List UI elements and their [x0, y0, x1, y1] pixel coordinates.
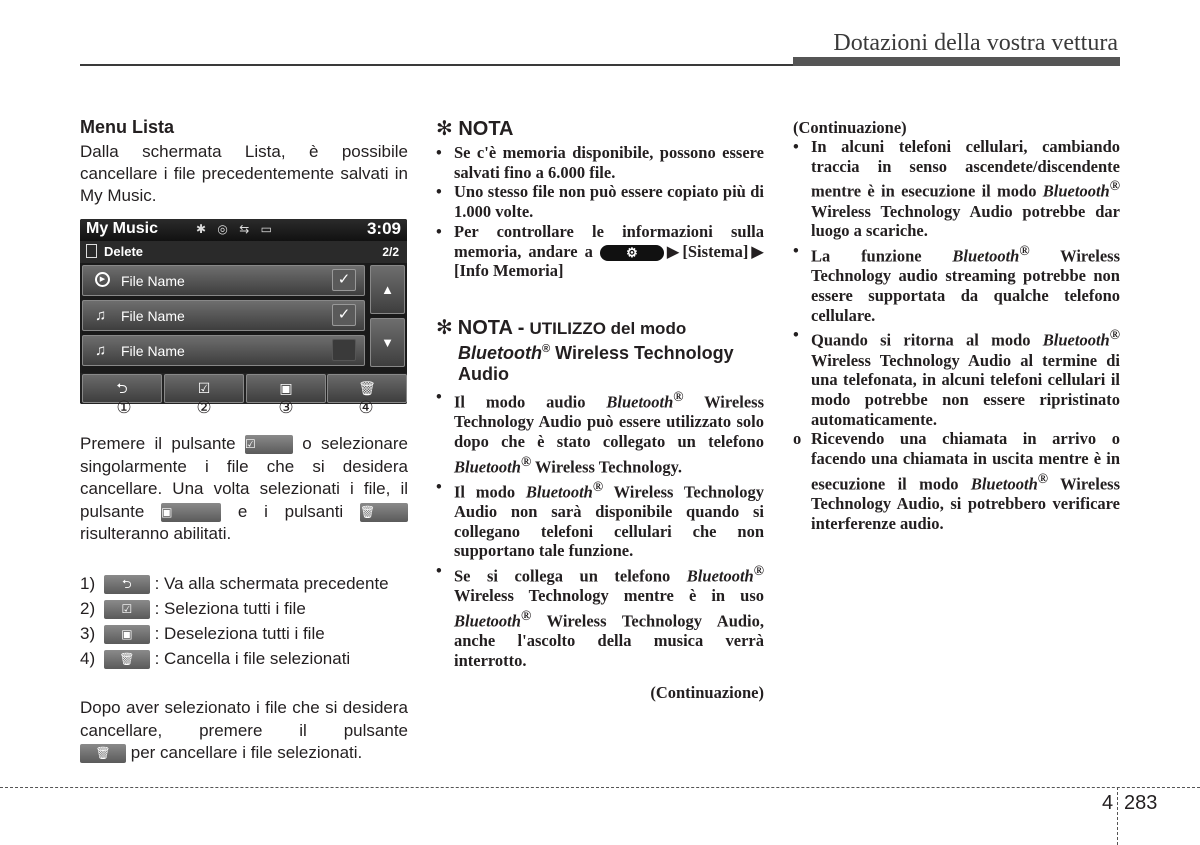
note-item [793, 137, 1120, 241]
bluetooth-term: Bluetooth [606, 392, 674, 412]
left-column-intro [80, 116, 408, 207]
bluetooth-term: Bluetooth [1042, 181, 1110, 201]
note-item [793, 429, 1120, 533]
bullet-mark: • [436, 143, 442, 162]
note-item [793, 325, 1120, 429]
text-fragment: Premere il pulsante [80, 434, 236, 453]
file-name: File Name [121, 273, 185, 289]
text-fragment: risulteranno abilitati. [80, 524, 232, 543]
back-button-image: ⮌ [104, 575, 150, 594]
legend-number: 3) [80, 624, 96, 643]
section-number: 4 [1102, 792, 1114, 814]
note-item [793, 241, 1120, 325]
legend-item-2 [80, 598, 410, 620]
text-fragment: pulsante [80, 501, 145, 521]
select-all-button-image: ☑ [104, 600, 150, 619]
file-name: File Name [121, 343, 185, 359]
file-row[interactable] [82, 300, 365, 331]
delete-instructions [80, 697, 408, 765]
select-all-button-image: ☑ [245, 435, 293, 454]
footer-divider [1117, 787, 1118, 845]
note-text: Wireless Technology Audio, anche l'ascolto della musica verrà interrotto. [454, 611, 765, 670]
bullet-mark: • [436, 182, 442, 202]
note-title: NOTA [458, 118, 514, 140]
legend-item-1 [80, 573, 410, 595]
legend-text: : Va alla schermata precedente [154, 574, 389, 593]
registered-mark: ® [592, 478, 604, 494]
select-all-button[interactable]: ☑ [164, 374, 244, 403]
legend-item-4 [80, 648, 410, 670]
note-title: NOTA - [457, 317, 525, 339]
section-heading-menu-lista: Menu Lista [80, 117, 175, 137]
bluetooth-usb-icons: ✱ ◎ ⇆ ▭ [196, 222, 276, 236]
note-text: Wireless Technology Audio può essere utilizzato solo dopo che è stato collegato un telefono [454, 392, 764, 451]
note-text: Se si collega un telefono [454, 566, 671, 586]
note-text: [Info Memoria] [454, 261, 564, 281]
note-text: Se c'è memoria disponibile, possono essere salvati fino a 6.000 file. [454, 143, 764, 182]
bluetooth-term: Bluetooth [970, 474, 1038, 494]
bluetooth-term: Bluetooth [454, 611, 521, 631]
note-text: Quando si ritorna al modo [811, 330, 1031, 350]
bluetooth-term: Bluetooth [1042, 330, 1110, 350]
text-fragment: Dopo aver selezionato i file che si desidera cancellare, premere il pulsante [80, 698, 408, 740]
delete-button-image: 🗑 [104, 650, 150, 669]
legend-text: : Seleziona tutti i file [154, 599, 306, 618]
note-list-continued [793, 137, 1120, 533]
note-list [436, 143, 764, 281]
bullet-mark: • [793, 137, 799, 156]
music-note-icon: ♫ [95, 342, 107, 359]
registered-mark: ® [541, 343, 551, 355]
legend-number: 4) [80, 649, 96, 668]
delete-button-image: 🗑 [80, 744, 126, 763]
bullet-mark: • [793, 325, 799, 345]
registered-mark: ® [753, 563, 765, 579]
note-text: Wireless Technology audio streaming potrebbe non essere supportata da qualche telefono cellulare. [811, 246, 1121, 325]
delete-files-button[interactable]: 🗑 [327, 374, 407, 403]
deselect-all-button-image: ▣ [161, 503, 221, 522]
registered-mark: ® [673, 389, 684, 404]
screen-clock: 3:09 [366, 219, 401, 238]
scroll-down-button[interactable]: ▼ [370, 318, 405, 367]
note-item: • Per controllare le informazioni sulla memoria, andare a ⚙ ▶[Sistema]▶ [Info Memoria] [436, 221, 764, 281]
note-item [436, 182, 764, 221]
page-indicator: 2/2 [382, 245, 399, 259]
registered-mark: ® [1109, 178, 1120, 194]
back-button[interactable]: ⮌ [82, 374, 162, 403]
registered-mark: ® [1019, 243, 1030, 259]
deselect-all-button[interactable]: ▣ [246, 374, 326, 403]
note-text: Wireless Technology Audio potrebbe dar luogo a scariche. [811, 201, 1120, 241]
legend-number: 1) [80, 574, 96, 593]
note-item [436, 143, 764, 182]
text-fragment: per cancellare i file selezionati. [130, 743, 363, 762]
note-text: Ricevendo una chiamata in arrivo o facendo una chiamata in uscita mentre è in esecuzione il modo [811, 429, 1120, 494]
checkbox-unchecked[interactable] [332, 339, 356, 361]
note-item [436, 387, 764, 477]
note-text: Per controllare le informazioni sulla memoria, andare a [454, 221, 764, 261]
callout-4: ④ [358, 398, 374, 417]
callout-3: ③ [278, 398, 294, 417]
bullet-mark: • [436, 476, 442, 496]
note-subtitle: UTILIZZO del modo [529, 319, 687, 338]
continuation-label: (Continuazione) [793, 118, 907, 137]
scroll-up-button[interactable]: ▲ [370, 265, 405, 314]
note-text: Wireless Technology Audio, si potrebbero verificare interferenze audio. [811, 474, 1120, 533]
legend-text: : Deseleziona tutti i file [154, 624, 325, 643]
bluetooth-term: Bluetooth [686, 566, 754, 586]
text-fragment: o selezionare singolarmente i file che si desidera cancellare. Una volta selezionati i file, il [80, 434, 408, 498]
bullet-mark: • [436, 221, 442, 241]
footer-rule [0, 787, 1200, 788]
note-item [436, 561, 764, 671]
bluetooth-term: Bluetooth [525, 482, 593, 502]
note-text: Wireless Technology Audio non sarà disponibile quando si collegano telefoni cellulari che non supportano tale funzione. [454, 482, 764, 561]
bullet-mark: • [436, 561, 442, 581]
screen-status-bar [80, 219, 407, 241]
checkbox-checked[interactable]: ✓ [332, 304, 356, 326]
page-number: 283 [1124, 792, 1158, 814]
note-text: Il modo [454, 482, 516, 502]
page-header-title: Dotazioni della vostra vettura [833, 30, 1118, 56]
note-text: La funzione [811, 246, 922, 266]
note-subtitle: Wireless Technology [555, 343, 734, 363]
bullet-mark: o [793, 429, 802, 449]
note-heading-bluetooth [436, 318, 766, 385]
bullet-mark: • [436, 387, 442, 406]
deselect-all-button-image: ▣ [104, 625, 150, 644]
play-circle-icon: ▶ [95, 272, 110, 287]
file-name: File Name [121, 308, 185, 324]
continuation-label: (Continuazione) [650, 683, 764, 702]
select-instructions [80, 433, 408, 546]
music-note-icon: ♫ [95, 307, 107, 324]
registered-mark: ® [1109, 327, 1120, 343]
header-rule-accent [793, 57, 1120, 66]
bluetooth-term: Bluetooth [458, 343, 542, 363]
callout-1: ① [116, 398, 132, 417]
file-row[interactable] [82, 265, 365, 296]
callout-2: ② [196, 398, 212, 417]
bullet-mark: • [793, 241, 799, 261]
registered-mark: ® [1037, 470, 1049, 486]
text-fragment: e i pulsanti [237, 501, 344, 521]
screen-delete-bar [80, 241, 407, 263]
note-subtitle: Audio [458, 364, 509, 384]
registered-mark: ® [520, 453, 532, 469]
list-icon [86, 244, 97, 258]
legend-text: : Cancella i file selezionati [154, 649, 351, 668]
screen-title: My Music [86, 220, 159, 237]
note-text: Wireless Technology. [535, 457, 683, 477]
delete-label: Delete [104, 244, 144, 259]
settings-gear-icon: ⚙ [600, 245, 664, 261]
asterisk-icon: ✻ [436, 118, 453, 140]
delete-button-image: 🗑 [360, 503, 408, 522]
note-item [436, 477, 764, 561]
device-screen-illustration [80, 219, 407, 404]
note-text: [Sistema] [682, 241, 749, 261]
bluetooth-term: Bluetooth [952, 246, 1020, 266]
legend-number: 2) [80, 599, 96, 618]
note-heading [436, 118, 514, 140]
note-text: Wireless Technology mentre è in uso [454, 586, 764, 606]
bluetooth-term: Bluetooth [454, 457, 521, 477]
file-row[interactable] [82, 335, 365, 366]
registered-mark: ® [520, 608, 532, 624]
note-list-bluetooth [436, 387, 764, 671]
note-text: In alcuni telefoni cellulari, cambiando traccia in senso ascendete/discendente mentre è in esecuzione il modo [811, 137, 1120, 201]
note-text: Il modo audio [454, 392, 586, 412]
asterisk-icon: ✻ [436, 317, 453, 339]
checkbox-checked[interactable]: ✓ [332, 269, 356, 291]
note-text: Uno stesso file non può essere copiato più di 1.000 volte. [454, 182, 764, 222]
legend-item-3 [80, 623, 410, 645]
note-text: Wireless Technology Audio al termine di una telefonata, in alcuni telefoni cellulari il modo potrebbe non essere ripristinato automaticamente. [811, 350, 1120, 429]
intro-paragraph: Dalla schermata Lista, è possibile cancellare i file precedentemente salvati in My Music. [80, 142, 408, 205]
